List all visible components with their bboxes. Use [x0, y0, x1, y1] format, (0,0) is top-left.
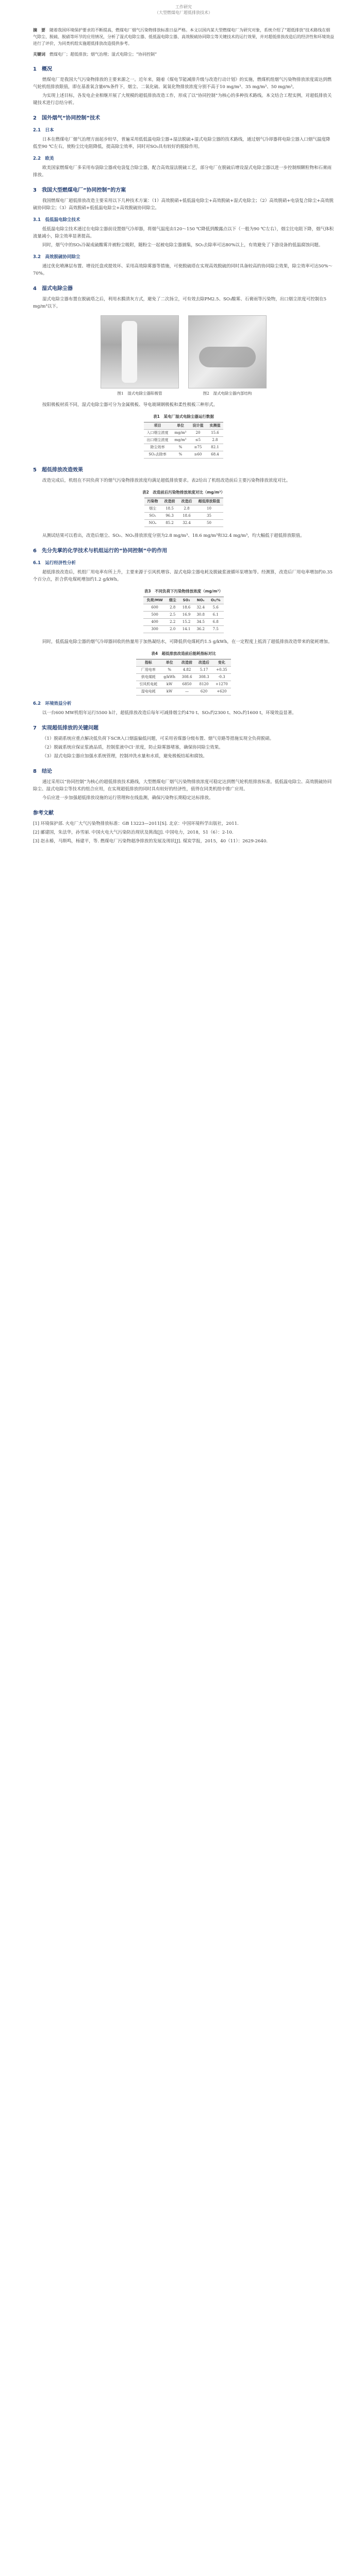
table-header-cell: 改造前	[161, 498, 178, 505]
figure-row	[33, 315, 334, 388]
keywords-label: 关键词	[33, 52, 45, 57]
table-cell: 30.8	[193, 612, 208, 619]
table-cell: kW	[160, 688, 178, 696]
table-cell: 烟尘	[144, 505, 161, 513]
keywords-text: 燃煤电厂；超低排放；烟气治理；湿式电除尘；“协同控制”	[50, 52, 157, 57]
table-header-row	[136, 659, 230, 667]
table-cell: -0.3	[212, 674, 231, 681]
table-row	[136, 667, 230, 674]
table-cell: %	[160, 667, 178, 674]
figure-caption: 图2 湿式电除尘器内部结构	[203, 391, 252, 396]
table-title: 表1 某电厂湿式电除尘器运行数据	[153, 414, 214, 419]
references-heading: 参考文献	[33, 810, 54, 816]
table-cell: 厂用电率	[136, 667, 160, 674]
table-cell: 4.82	[178, 667, 195, 674]
keywords	[33, 51, 334, 58]
table-cell: 600	[143, 604, 166, 612]
table-header-cell: O₂/%	[208, 597, 224, 604]
table-cell: 8120	[195, 681, 212, 688]
table-cell: 68.4	[206, 451, 223, 459]
table-row	[143, 626, 223, 633]
table-cell: 85.2	[161, 520, 178, 527]
table-cell: 34.5	[193, 619, 208, 626]
data-table	[136, 659, 230, 696]
table-cell: +620	[212, 688, 231, 696]
table-row	[144, 430, 224, 437]
paragraph: 燃煤电厂是我国大气污染物排放的主要来源之一。近年来，随着《煤电节能减排升级与改造行动计划》的实施，燃煤机组烟气污染物排放浓度需达到燃气轮机组排放限值，即在基准氧含量6%条件下，烟尘、二氧化硫、氮氧化物排放浓度分别不高于10 mg/m³、35 mg/m³、50 mg/m³。	[33, 77, 332, 90]
table-header-cell: 改造前	[178, 659, 195, 667]
table-cell: 16.9	[179, 612, 194, 619]
table-cell: SO₂	[144, 513, 161, 520]
paragraph: 同时，烟气中的SO₃冷凝成硫酸雾并被粉尘吸附，随粉尘一起被电除尘器捕集，SO₃去除率可达80%以上，有效避免了下游设备的低温腐蚀问题。	[42, 243, 323, 248]
table-cell: 400	[143, 619, 166, 626]
table-row	[143, 612, 223, 619]
figure-captions	[33, 389, 334, 397]
column-header: 工作研究	[175, 5, 192, 9]
table-cell: %	[172, 451, 190, 459]
data-table	[143, 597, 223, 633]
table-cell: 18.6	[179, 604, 194, 612]
table-cell: 10	[195, 505, 223, 513]
table-cell: 20	[189, 430, 206, 437]
section-heading: 7 实现超低排放的关键问题	[33, 725, 98, 731]
table-cell: 引风机电耗	[136, 681, 160, 688]
table-cell: 308.6	[178, 674, 195, 681]
table-header-cell: 烟尘	[166, 597, 179, 604]
table-header-row	[144, 422, 224, 430]
table-cell: 32.4	[193, 604, 208, 612]
table-header-cell: 单位	[172, 422, 190, 430]
table-header-cell: 超低排放限值	[195, 498, 223, 505]
table-header-cell: 污染物	[144, 498, 161, 505]
paragraph: 改造完成后，机组在不同负荷下的烟气污染物排放浓度均满足超低排放要求。表2给出了机组改造前后主要污染物排放浓度对比。	[42, 478, 291, 483]
table-cell: 5.17	[195, 667, 212, 674]
section-heading: 3 我国大型燃煤电厂“协同控制”的方案	[33, 188, 126, 193]
table-row	[143, 604, 223, 612]
table-cell: 出口烟尘浓度	[144, 437, 172, 444]
subsection-heading: 6.1 运行经济性分析	[33, 561, 76, 566]
article-subtitle: （大型燃煤电厂超低排放技术）	[155, 10, 212, 15]
abstract-text: 随着我国环境保护要求的不断提高，燃煤电厂烟气污染物排放标准日益严格。本文以国内某大型燃煤电厂为研究对象，系统介绍了“超低排放”技术路线在烟气除尘、脱硫、脱硝等环节的应用情况，分析了湿式电除尘器、低低温电除尘器、高效脱硫协同除尘等关键技术的运行效果，并对超低排放改造后的经济性和环境效益进行了评价，为同类机组实施超低排放改造提供参考。	[33, 28, 334, 46]
table-row	[143, 619, 223, 626]
abstract	[33, 27, 334, 47]
table-cell: 36.2	[193, 626, 208, 633]
table-header-row	[144, 498, 223, 505]
paragraph: 超低排放改造后，机组厂用电率有所上升，主要来源于引风机增容、湿式电除尘器电耗及脱硫浆液循环泵增加等。经测算，改造后厂用电率增加约0.35个百分点，折合供电煤耗增加约1.2 g/kWh。	[33, 570, 333, 582]
table-cell: g/kWh	[160, 674, 178, 681]
table-cell: 18.6	[178, 513, 195, 520]
paragraph: （1）脱硝系统应重点解决低负荷下SCR入口烟温偏低问题，可采用省煤器分级布置、烟气旁路等措施实现全负荷脱硝。	[42, 736, 274, 741]
table-cell: mg/m³	[172, 430, 190, 437]
reference-item: [2] 郦建国，朱法华，孙雪丽. 中国火电大气污染防治现状及挑战[J]. 中国电力，2018，51（6）：2-10.	[33, 830, 234, 835]
table-row	[136, 688, 230, 696]
paragraph: 为实现上述目标，各发电企业相继开展了大规模的超低排放改造工作，形成了以“协同控制”为核心的多种技术路线。本文结合工程实例，对超低排放关键技术进行总结分析。	[33, 93, 332, 106]
subsection-heading: 3.2 高效脱硫协同除尘	[33, 255, 80, 260]
paragraph: 今后应进一步加强超低排放设施的运行管理和在线监测，确保污染物长期稳定达标排放。	[42, 795, 213, 801]
table-header-cell: 变化	[212, 659, 231, 667]
table-cell: 50	[195, 520, 223, 527]
table-header-cell: 改造后	[178, 498, 195, 505]
table-cell: +0.35	[212, 667, 231, 674]
page-content	[33, 0, 334, 846]
table-cell: 300	[143, 626, 166, 633]
paragraph: 欧美国家燃煤电厂多采用布袋除尘器或电袋复合除尘器，配合高效湿法脱硫工艺，部分电厂在脱硫后增设湿式电除尘器以进一步控制细颗粒物和石膏雨排放。	[33, 165, 332, 178]
table-cell: 6850	[178, 681, 195, 688]
table-cell: 入口烟尘浓度	[144, 430, 172, 437]
table-header-cell: 改造后	[195, 659, 212, 667]
table-row	[136, 681, 230, 688]
table-title: 表4 超低排放改造前后能耗指标对比	[151, 651, 216, 656]
reference-item: [1] 环境保护部. 火电厂大气污染物排放标准：GB 13223—2011[S]. 北京：中国环境科学出版社，2011.	[33, 821, 239, 826]
table-cell: 2.8	[178, 505, 195, 513]
table-cell: 82.1	[206, 444, 223, 451]
table-cell: 除尘效率	[144, 444, 172, 451]
paragraph: （2）脱硫系统应保证浆液品质，控制浆液中Cl⁻浓度，防止除雾器堵塞，确保协同除尘效果。	[42, 745, 223, 750]
section-heading: 8 结论	[33, 769, 52, 774]
table-row	[144, 437, 224, 444]
table-header-cell: SO₂	[179, 597, 194, 604]
table-cell: 湿电电耗	[136, 688, 160, 696]
table-cell: 32.4	[178, 520, 195, 527]
paragraph: 湿式电除尘器布置在脱硫塔之后，利用水膜清灰方式，避免了二次扬尘，可有效去除PM2.5、SO₃酸雾、石膏雨等污染物，出口烟尘浓度可控制在5 mg/m³以下。	[33, 297, 327, 309]
table-row	[144, 451, 224, 459]
data-table	[144, 498, 223, 527]
section-heading: 5 超低排放改造效果	[33, 467, 83, 473]
table-cell: 2.5	[166, 612, 179, 619]
table-cell: 6.8	[208, 619, 224, 626]
table-cell: 15.2	[179, 619, 194, 626]
table-cell: 2.8	[166, 604, 179, 612]
table-cell: 5.6	[208, 604, 224, 612]
paragraph: 低低温电除尘技术通过在电除尘器前设置烟气冷却器，将烟气温度由120～150 ℃降低到酸露点以下（一般为90 ℃左右），烟尘比电阻下降，烟气体积流量减小，除尘效率显著提高。	[33, 227, 334, 239]
table-cell: 2.2	[166, 619, 179, 626]
table-cell: ≥60	[189, 451, 206, 459]
table-cell: 6.1	[208, 612, 224, 619]
table-cell: 供电煤耗	[136, 674, 160, 681]
paragraph: 同时，低低温电除尘器的烟气冷却器回收的热量用于加热凝结水，可降低供电煤耗约1.5 g/kWh，在一定程度上抵消了超低排放改造带来的能耗增加。	[42, 639, 333, 645]
paragraph: 以一台600 MW机组年运行5500 h计，超低排放改造后每年可减排烟尘约470 t、SO₂约2300 t、NOₓ约1600 t，环境效益显著。	[42, 710, 296, 716]
figure-caption: 图1 湿式电除尘器阳极管	[117, 391, 162, 396]
table-header-cell: 设计值	[189, 422, 206, 430]
table-cell: 35	[195, 513, 223, 520]
data-table	[144, 422, 224, 459]
paragraph: 通过采用以“协同控制”为核心的超低排放技术路线，大型燃煤电厂烟气污染物排放浓度可稳定达到燃气轮机组排放标准。低低温电除尘、高效脱硫协同除尘、湿式电除尘等技术的组合应用，在实现超低排放的同时具有较好的经济性，值得在同类机组中推广应用。	[33, 779, 332, 792]
table-header-cell: 实测值	[206, 422, 223, 430]
table-row	[136, 674, 230, 681]
table-cell: 308.3	[195, 674, 212, 681]
table-title: 表3 不同负荷下污染物排放浓度（mg/m³）	[144, 589, 223, 594]
table-header-row	[143, 597, 223, 604]
table-row	[144, 520, 223, 527]
table-cell: 18.5	[161, 505, 178, 513]
table-cell: NOₓ	[144, 520, 161, 527]
paragraph: 按阳极板材质不同，湿式电除尘器可分为金属极板、导电玻璃钢极板和柔性极板三种形式。	[42, 402, 218, 408]
table-cell: 2.0	[166, 626, 179, 633]
table-cell: ≥75	[189, 444, 206, 451]
section-heading: 4 湿式电除尘器	[33, 286, 73, 292]
abstract-label: 摘 要	[33, 28, 45, 32]
paragraph: 我国燃煤电厂超低排放改造主要采用以下几种技术方案：（1）高效脱硝+低低温电除尘+高效脱硫+湿式电除尘；（2）高效脱硝+电袋复合除尘+高效脱硫协同除尘；（3）高效脱硝+低低温电除尘+高效脱硫协同除尘。	[33, 198, 334, 211]
figure-photo-internal-structure	[188, 315, 267, 388]
table-cell: 620	[195, 688, 212, 696]
paragraph: 从测试结果可以看出，改造后烟尘、SO₂、NOₓ排放浓度分别为2.8 mg/m³、18.6 mg/m³和32.4 mg/m³，均大幅低于超低排放限值。	[42, 533, 305, 538]
paragraph: 通过优化喷淋层布置、增设托盘或提效环、采用高效除雾器等措施，可使脱硫塔在实现高效脱硫的同时具备较高的协同除尘效果，除尘效率可达50%～70%。	[33, 264, 333, 276]
figure-photo-anode-tube	[101, 315, 179, 388]
paragraph: （3）湿式电除尘器应加强水系统管理，控制冲洗水量和水质，避免极板结垢和腐蚀。	[42, 754, 207, 759]
table-cell: 2.8	[206, 437, 223, 444]
table-cell: 7.5	[208, 626, 224, 633]
table-header-cell: 项目	[144, 422, 172, 430]
paragraph: 日本在燃煤电厂烟气治理方面起步较早，普遍采用低低温电除尘器+湿法脱硫+湿式电除尘器的技术路线，通过烟气冷却器将电除尘器入口烟气温度降低至90 ℃左右，使粉尘比电阻降低，提高除尘效率，同时对SO₃具有较好的脱除作用。	[33, 137, 331, 149]
table-row	[144, 513, 223, 520]
table-header-cell: 指标	[136, 659, 160, 667]
section-heading: 6 先分先掌的化学技术与机组运行的“协同控制”中的作用	[33, 548, 168, 554]
table-row	[144, 505, 223, 513]
section-heading: 2 国外烟气“协同控制”技术	[33, 115, 101, 121]
table-cell: 500	[143, 612, 166, 619]
subsection-heading: 6.2 环境效益分析	[33, 701, 72, 706]
table-cell: ≤5	[189, 437, 206, 444]
table-cell: kW	[160, 681, 178, 688]
table-title: 表2 改造前后污染物排放浓度对比（mg/m³）	[142, 490, 225, 495]
table-cell: +1270	[212, 681, 231, 688]
section-heading: 1 概况	[33, 66, 52, 72]
table-cell: 14.1	[179, 626, 194, 633]
table-cell: 15.6	[206, 430, 223, 437]
table-cell: %	[172, 444, 190, 451]
table-header-cell: NOₓ	[193, 597, 208, 604]
table-cell: 96.3	[161, 513, 178, 520]
reference-item: [3] 赵永椿，马斯鸣，杨建平，等. 燃煤电厂污染物超净排放的发展及现状[J]. 煤炭学报，2015，40（11）：2629-2640.	[33, 839, 268, 844]
table-row	[144, 444, 224, 451]
table-cell: —	[178, 688, 195, 696]
table-cell: SO₃去除率	[144, 451, 172, 459]
subsection-heading: 2.1 日本	[33, 128, 54, 133]
table-header-cell: 单位	[160, 659, 178, 667]
table-header-cell: 负荷/MW	[143, 597, 166, 604]
subsection-heading: 2.2 欧美	[33, 156, 54, 161]
table-cell: mg/m³	[172, 437, 190, 444]
subsection-heading: 3.1 低低温电除尘技术	[33, 217, 80, 223]
